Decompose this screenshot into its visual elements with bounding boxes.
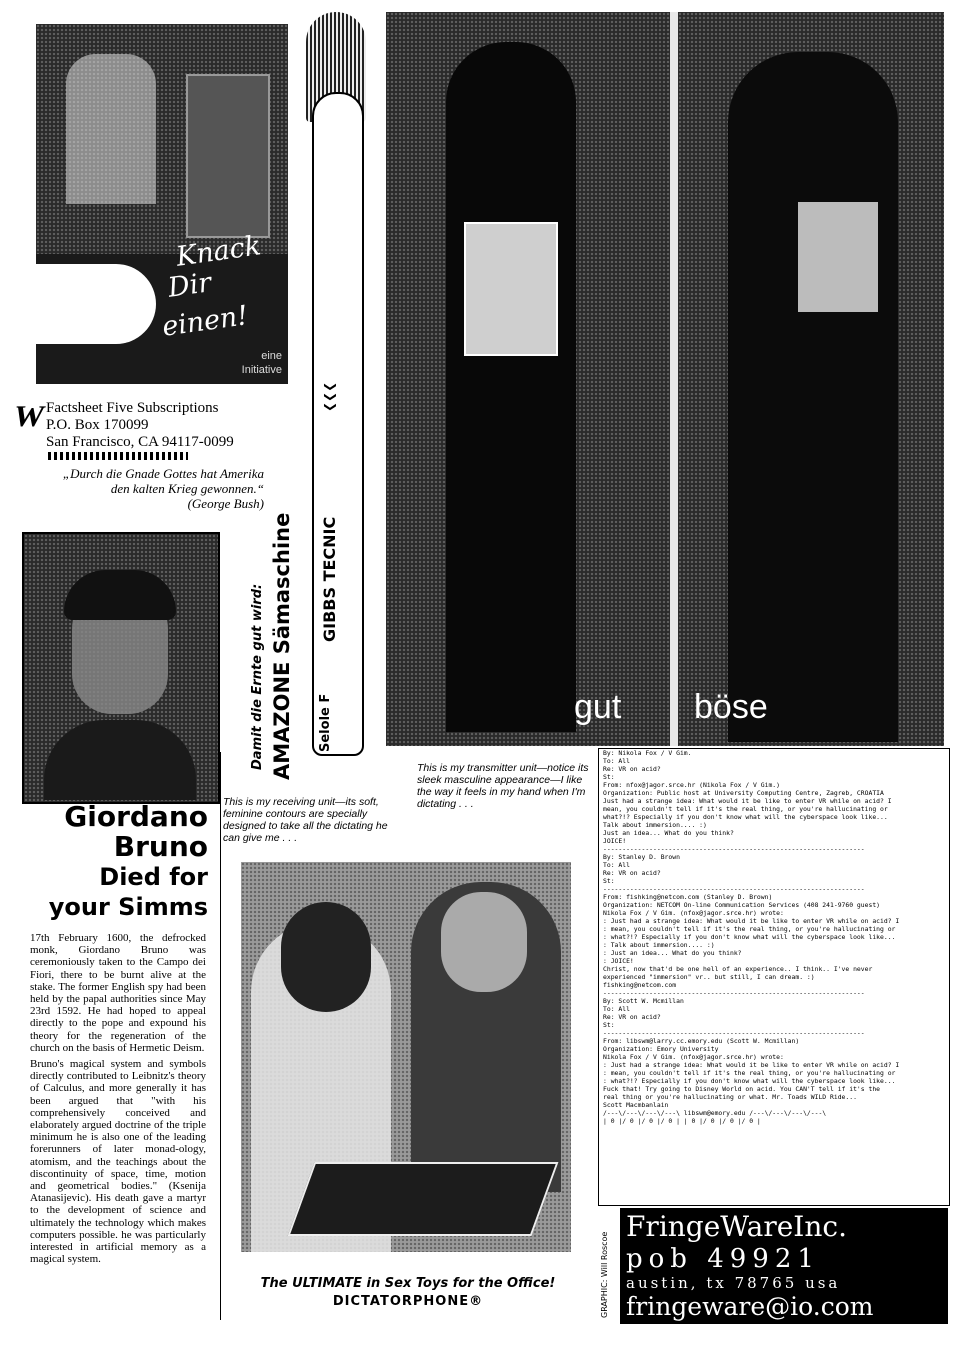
- brush-slogan: Damit die Ernte gut wird:: [250, 583, 265, 770]
- printout-line: From: nfox@jagor.srce.hr (Nikola Fox / V Gim.): [603, 781, 780, 789]
- fringeware-box: [620, 1208, 948, 1324]
- factsheet-line2: P.O. Box 170099: [46, 417, 149, 433]
- printout-line: By: Scott W. Mcmillan: [603, 997, 684, 1005]
- printout-line: Organization: Public host at University Computing Centre, Zagreb, CROATIA: [603, 789, 884, 797]
- bruno-article: [30, 932, 206, 1269]
- printout-line: Fuck that! Try going to Disney World on acid. You CAN'T tell if it's the: [603, 1085, 881, 1093]
- book-held-left: [464, 222, 558, 356]
- fringe-line3: austin, tx 78765 usa: [626, 1274, 841, 1292]
- knack-line1: Knack: [174, 230, 263, 273]
- knack-dir-einen-panel: [36, 24, 288, 384]
- gut-boese-photo: [386, 12, 944, 746]
- printout-line: To: All: [603, 861, 630, 869]
- giordano-bruno-portrait: [22, 532, 220, 804]
- brush-arrows-icon: ❮❮❮: [322, 381, 336, 412]
- printout-line: From: fishking@netcom.com (Stanley D. Brown): [603, 893, 773, 901]
- knack-small1: eine: [261, 350, 282, 362]
- printout-line: --------------------------------------------------------------------: [603, 989, 865, 997]
- printout-line: Christ, now that'd be one hell of an experience.. I think.. I've never: [603, 965, 873, 973]
- veiled-figure-left: [446, 42, 576, 732]
- knack-line2: Dir: [166, 267, 214, 304]
- veiled-figure-right: [728, 52, 898, 742]
- woman-hair: [281, 902, 371, 1012]
- bruno-title1: Giordano: [64, 800, 208, 833]
- printout-line: : Talk about immersion.... :): [603, 941, 715, 949]
- gut-label: gut: [574, 688, 622, 726]
- printout-line: Nikola Fox / V Gim. (nfox@jagor.srce.hr) wrote:: [603, 909, 784, 917]
- quote-attribution: (George Bush): [187, 496, 264, 511]
- printout-line: By: Nikola Fox / V Gim.: [603, 749, 692, 757]
- printout-line: : what?!? Especially if you don't know what will the cyberspace look like...: [603, 1077, 896, 1085]
- bush-quote: [24, 466, 264, 511]
- printout-line: fishking@netcom.com: [603, 981, 677, 989]
- ad-tagline: The ULTIMATE in Sex Toys for the Office!: [260, 1276, 556, 1291]
- printout-line: : mean, you couldn't tell if it's the real thing, or you're hallucinating or: [603, 1069, 896, 1077]
- factsheet-five-address: [8, 398, 284, 460]
- bruno-paragraph1: 17th February 1600, the defrocked monk, Giordano Bruno was ceremoniously taken to the Campo dei Fiori, there to be burnt alive at the stake. The former English spy had been held by the papal authorities since May 23rd 1592. He had hoped to appeal directly to the pope and expound his theory for the regeneration of the church on the basis of Hermetic Deism.: [30, 932, 206, 1054]
- couple-photo: [241, 862, 571, 1252]
- shoulders-shape: [44, 720, 196, 800]
- brush-extra: Selole F: [318, 693, 333, 752]
- ad-credit: GRAPHIC: Will Roscoe: [600, 1231, 609, 1318]
- printout-line: : Just an idea... What do you think?: [603, 949, 742, 957]
- printout-line: --------------------------------------------------------------------: [603, 885, 865, 893]
- bruno-paragraph2: Bruno's magical system and symbols directly contributed to Leibnitz's theory of Calculus, and more generally it has been argued that "with his comprehensively conceived and elaborately argued doctrine of the triple minimum he is also one of the leading forerunners of later monad-ology, atomism, and the teachings about the discontinuity of space, time, motion and geometrical bodies." (Ksenija Atanasijevic). His death gave a martyr to the development of science and ultimately the technology which makes computers possible. he was particularly interested in artificial memory as a magical system.: [30, 1058, 206, 1266]
- ad-product: DICTATORPHONE®: [332, 1294, 484, 1309]
- person-silhouette: [66, 54, 156, 204]
- printout-line: Organization: Emory University: [603, 1045, 719, 1053]
- printout-line: /---\/---\/---\/---\ libswm@emory.edu /---\/---\/---\/---\: [603, 1109, 827, 1117]
- printout-line: : JOICE!: [603, 957, 634, 965]
- fringe-line4: fringeware@io.com: [626, 1292, 874, 1321]
- man-face: [441, 892, 527, 992]
- brush-brand: GIBBS TECNIC: [320, 516, 339, 642]
- printout-line: what?!? Especially if you don't know what will the cyberspace look like...: [603, 813, 888, 821]
- printout-line: --------------------------------------------------------------------: [603, 845, 865, 853]
- printout-line: From: libswm@larry.cc.emory.edu (Scott W. Mcmillan): [603, 1037, 800, 1045]
- printout-line: St:: [603, 773, 615, 781]
- hair-shape: [64, 570, 176, 620]
- bruno-title3: Died for: [99, 863, 208, 891]
- dictatorphone-ad: [220, 752, 595, 1320]
- d-letter-shape: [36, 264, 156, 344]
- caption-transmitter: This is my transmitter unit—notice its sleek masculine appearance—I like the way it feels in my hand when I'm dictating . . .: [417, 762, 589, 810]
- printout-line: Talk about immersion.... :): [603, 821, 707, 829]
- dictaphone-device: [288, 1162, 559, 1236]
- printout-line: Re: VR on acid?: [603, 869, 661, 877]
- printout-line: Scott Macmbanlain: [603, 1101, 669, 1109]
- fringe-line2: pob 49921: [626, 1244, 820, 1274]
- printout-line: | 0 |/ 0 |/ 0 |/ 0 | | 0 |/ 0 |/ 0 |/ 0 |: [603, 1117, 761, 1125]
- factsheet-line3: San Francisco, CA 94117-0099: [46, 434, 234, 450]
- printout-line: experienced "immersion" vr.. but still, I can dream. :): [603, 973, 815, 981]
- bruno-title4: your Simms: [48, 893, 208, 921]
- printout-line: : Just had a strange idea: What would it be like to enter VR while on acid? I: [603, 917, 900, 925]
- book-held-right: [798, 202, 878, 312]
- printout-line: --------------------------------------------------------------------: [603, 1029, 865, 1037]
- photo-divider: [670, 12, 678, 746]
- torn-edge-divider: [48, 452, 188, 460]
- toothbrush-ad: [286, 12, 386, 756]
- printout-line: : mean, you couldn't tell if it's the real thing, or you're hallucinating or: [603, 925, 896, 933]
- printout-line: To: All: [603, 757, 630, 765]
- printout-line: By: Stanley D. Brown: [603, 853, 680, 861]
- printout-line: : what?!? Especially if you don't know what will the cyberspace look like...: [603, 933, 896, 941]
- printout-line: Re: VR on acid?: [603, 765, 661, 773]
- factsheet-logo-icon: W: [10, 400, 48, 433]
- quote-line1: „Durch die Gnade Gottes hat Amerika: [62, 466, 264, 481]
- usenet-printout: [598, 748, 950, 1206]
- printout-line: : Just had a strange idea: What would it be like to enter VR while on acid? I: [603, 1061, 900, 1069]
- printout-line: real thing or you're hallucinating or what. Mr. Toads WILD Ride...: [603, 1093, 857, 1101]
- printout-line: mean, you couldn't tell if it's the real thing, or you're hallucinating or: [603, 805, 888, 813]
- printout-line: Just an idea... What do you think?: [603, 829, 734, 837]
- boese-photo-panel: [678, 12, 944, 746]
- bruno-headline: [12, 802, 208, 922]
- payphone-shape: [186, 74, 270, 238]
- bruno-title2: Bruno: [113, 830, 208, 863]
- toothbrush-handle: [312, 92, 364, 756]
- boese-label: böse: [694, 688, 768, 726]
- printout-line: St:: [603, 1021, 615, 1029]
- knack-small2: Initiative: [241, 364, 282, 376]
- printout-line: Re: VR on acid?: [603, 1013, 661, 1021]
- printout-line: To: All: [603, 1005, 630, 1013]
- printout-line: St:: [603, 877, 615, 885]
- quote-line2: den kalten Krieg gewonnen.“: [110, 481, 264, 496]
- brush-product: AMAZONE Sämaschine: [270, 512, 294, 780]
- printout-line: Organization: NETCOM On-line Communication Services (408 241-9760 guest): [603, 901, 881, 909]
- gut-photo-panel: [386, 12, 670, 746]
- knack-line3: einen!: [160, 300, 250, 343]
- factsheet-line1: Factsheet Five Subscriptions: [46, 400, 219, 416]
- fringe-line1: FringeWareInc.: [626, 1210, 847, 1243]
- caption-receiving: This is my receiving unit—its soft, feminine contours are specially designed to take all the dictating he can give me . . .: [223, 796, 388, 844]
- printout-line: Just had a strange idea: What would it be like to enter VR while on acid? I: [603, 797, 892, 805]
- printout-line: Nikola Fox / V Gim. (nfox@jagor.srce.hr) wrote:: [603, 1053, 784, 1061]
- printout-line: JOICE!: [603, 837, 627, 845]
